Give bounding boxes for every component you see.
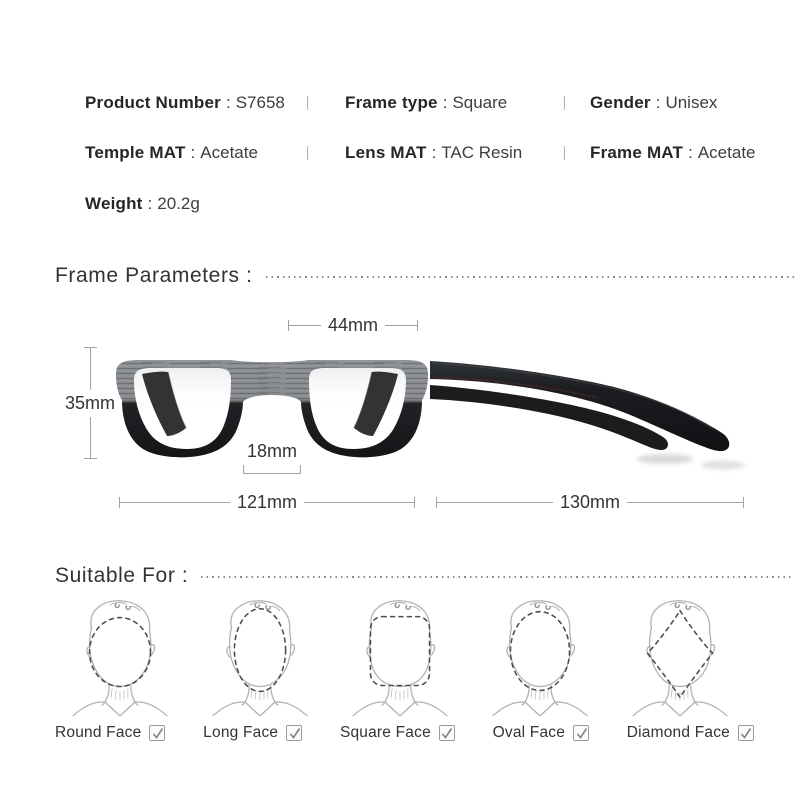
square-dash-overlay (370, 617, 429, 686)
spec-frame-material (590, 143, 756, 163)
frame-parameters-heading (55, 265, 794, 287)
face-label-text: Oval Face (492, 724, 566, 741)
spec-value: TAC Resin (441, 143, 523, 162)
spec-value: S7658 (235, 93, 285, 112)
spec-colon: : (688, 143, 693, 162)
measure-line (120, 502, 230, 503)
column-divider (564, 96, 565, 110)
spec-label: Temple MAT (85, 143, 186, 162)
spec-value: 20.2g (157, 194, 200, 213)
spec-weight (85, 194, 200, 214)
spec-row-2 (85, 143, 762, 165)
spec-product-number (85, 93, 285, 113)
face-labels-row (55, 723, 754, 743)
temple-reflection (637, 454, 693, 464)
spec-lens-material (345, 143, 522, 163)
spec-label: Frame type (345, 93, 438, 112)
spec-value: Unisex (665, 93, 718, 112)
measure-line (90, 417, 91, 459)
column-divider (564, 146, 565, 160)
spec-row-3 (85, 194, 762, 216)
bridge-width-value: 18mm (246, 441, 297, 461)
spec-colon: : (147, 194, 153, 213)
spec-colon: : (431, 143, 437, 162)
section-title: Frame Parameters : (55, 264, 253, 287)
column-divider (307, 146, 308, 160)
spec-label: Weight (85, 194, 143, 213)
spec-temple-material (85, 143, 258, 163)
bridge-width-measurement (243, 441, 301, 474)
face-label-diamond (627, 724, 754, 742)
checked-checkbox-icon[interactable] (573, 725, 589, 741)
tick-mark (84, 458, 97, 459)
spec-colon: : (442, 93, 448, 112)
spec-label: Product Number (85, 93, 221, 112)
measure-line (289, 325, 321, 326)
face-label-round (55, 724, 165, 742)
face-label-text: Square Face (339, 724, 431, 741)
spec-colon: : (190, 143, 196, 162)
face-sketch-round (60, 592, 180, 716)
face-label-text: Round Face (55, 724, 142, 741)
face-label-square (340, 724, 455, 742)
face-sketch-long (200, 592, 320, 716)
spec-label: Lens MAT (345, 143, 427, 162)
spec-row-1 (85, 93, 762, 115)
face-shapes-row (60, 592, 740, 716)
measure-bracket (243, 465, 301, 474)
suitable-for-heading (55, 565, 794, 587)
lens-width-value: 44mm (328, 314, 379, 335)
spec-value: Square (452, 93, 508, 112)
checked-checkbox-icon[interactable] (738, 725, 754, 741)
frame-width-value: 121mm (236, 491, 298, 512)
face-sketch-oval (480, 592, 600, 716)
measure-line (627, 502, 743, 503)
lens-height-value: 35mm (64, 392, 115, 413)
checked-checkbox-icon[interactable] (286, 725, 302, 741)
measure-line (385, 325, 417, 326)
glasses-temple-diagram (430, 325, 750, 475)
diamond-dash-overlay (648, 611, 713, 698)
spec-value: Acetate (200, 143, 258, 162)
face-label-text: Diamond Face (626, 724, 730, 741)
checked-checkbox-icon[interactable] (439, 725, 455, 741)
face-label-long (203, 724, 302, 742)
tick-mark (417, 320, 418, 331)
checked-checkbox-icon[interactable] (149, 725, 165, 741)
spec-colon: : (655, 93, 661, 112)
spec-label: Gender (590, 93, 651, 112)
spec-colon: : (225, 93, 231, 112)
spec-value: Acetate (697, 143, 756, 162)
tick-mark (414, 497, 415, 508)
lens-width-measurement (288, 316, 418, 334)
column-divider (307, 96, 308, 110)
face-sketch-diamond (620, 592, 740, 716)
measure-line (437, 502, 553, 503)
section-title: Suitable For : (55, 564, 189, 587)
tick-mark (743, 497, 744, 508)
lens-height-measurement (64, 347, 116, 459)
oval-dash-overlay (510, 612, 569, 691)
spec-gender (590, 93, 717, 113)
dotted-rule (201, 576, 794, 578)
measure-line (90, 348, 91, 390)
face-sketch-square (340, 592, 460, 716)
spec-frame-type (345, 93, 507, 113)
dotted-rule (266, 276, 794, 278)
face-label-text: Long Face (203, 724, 279, 741)
spec-label: Frame MAT (590, 143, 684, 162)
frame-width-measurement (119, 493, 415, 511)
round-dash-overlay (89, 618, 150, 687)
measure-line (304, 502, 414, 503)
temple-length-measurement (436, 493, 744, 511)
face-label-oval (493, 724, 589, 742)
temple-length-value: 130mm (559, 491, 621, 512)
temple-reflection (701, 461, 745, 470)
